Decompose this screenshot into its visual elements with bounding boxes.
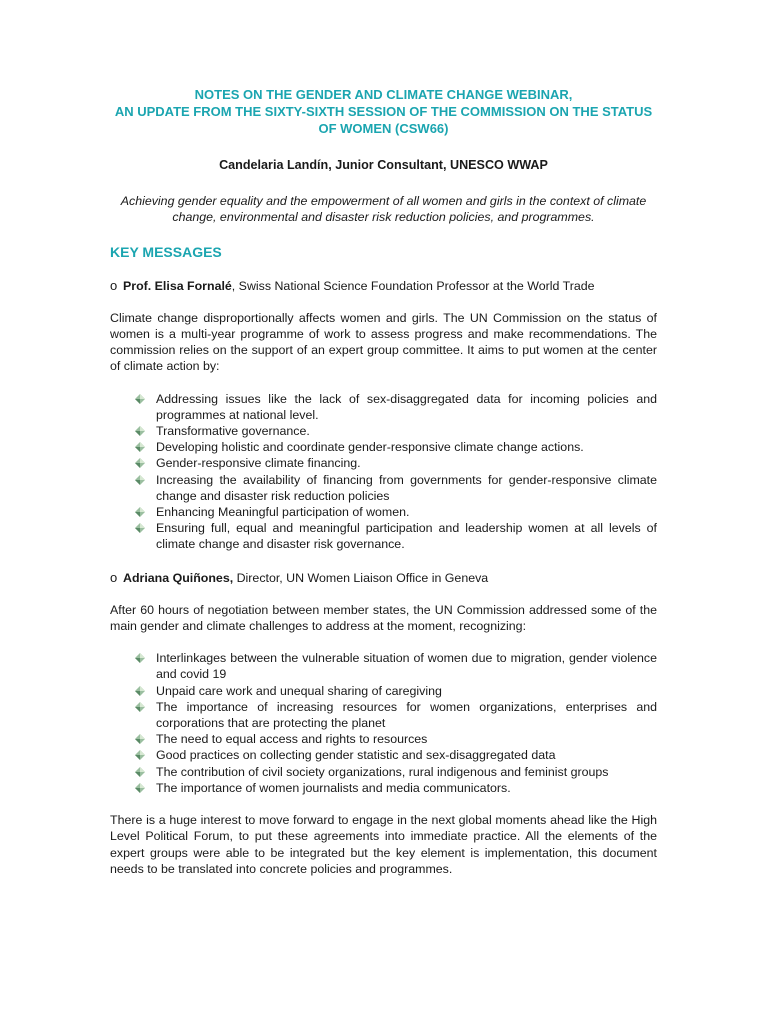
- speaker-2-line: [110, 570, 657, 586]
- list-item-text: The contribution of civil society organizations, rural indigenous and feminist groups: [156, 764, 609, 779]
- diamond-bullet-icon: [135, 767, 145, 777]
- list-item: [156, 520, 657, 552]
- list-item: [156, 764, 657, 780]
- list-item-text: The need to equal access and rights to resources: [156, 732, 428, 747]
- list-item-text: Ensuring full, equal and meaningful participation and leadership women at all levels of climate change and disaster risk governance.: [156, 521, 657, 552]
- list-item-text: Good practices on collecting gender statistic and sex-disaggregated data: [156, 748, 556, 763]
- list-item: [156, 683, 657, 699]
- diamond-bullet-icon: [135, 394, 145, 404]
- title-line-3: OF WOMEN (CSW66): [318, 121, 449, 136]
- diamond-bullet-icon: [135, 458, 145, 468]
- list-item: [156, 423, 657, 439]
- speaker-2-paragraph: After 60 hours of negotiation between member states, the UN Commission addressed some of the main gender and climate challenges to address at the moment, recognizing:: [110, 602, 657, 634]
- diamond-bullet-icon: [135, 507, 145, 517]
- lead-paragraph: Achieving gender equality and the empowerment of all women and girls in the context of climate change, environmental and disaster risk reduction policies, and programmes.: [120, 194, 647, 225]
- list-item: [156, 699, 657, 731]
- title-line-1: NOTES ON THE GENDER AND CLIMATE CHANGE WEBINAR,: [194, 87, 573, 102]
- list-item: [156, 472, 657, 504]
- speaker-marker: o: [110, 569, 118, 585]
- diamond-bullet-icon: [135, 523, 145, 533]
- list-item-text: Transformative governance.: [156, 424, 310, 439]
- diamond-bullet-icon: [135, 702, 145, 712]
- key-messages-heading: KEY MESSAGES: [110, 243, 222, 260]
- list-item-text: The importance of women journalists and media communicators.: [156, 780, 511, 795]
- speaker-1-name: Prof. Elisa Fornalé: [123, 278, 232, 293]
- diamond-bullet-icon: [135, 783, 145, 793]
- speaker-1-list: [110, 391, 657, 553]
- diamond-bullet-icon: [135, 750, 145, 760]
- diamond-bullet-icon: [135, 426, 145, 436]
- speaker-2-role: Director, UN Women Liaison Office in Geneva: [233, 570, 489, 585]
- diamond-bullet-icon: [135, 686, 145, 696]
- speaker-1-role: , Swiss National Science Foundation Professor at the World Trade: [231, 278, 595, 293]
- list-item: [156, 504, 657, 520]
- speaker-2-name: Adriana Quiñones,: [123, 570, 234, 585]
- author-byline: Candelaria Landín, Junior Consultant, UNESCO WWAP: [219, 158, 548, 172]
- list-item: [156, 780, 657, 796]
- list-item-text: Increasing the availability of financing from governments for gender-responsive climate change and disaster risk reduction policies: [156, 472, 657, 503]
- speaker-1-line: [110, 278, 657, 294]
- list-item-text: Enhancing Meaningful participation of women.: [156, 505, 410, 520]
- list-item-text: Unpaid care work and unequal sharing of caregiving: [156, 683, 442, 698]
- speaker-2-list: [110, 650, 657, 796]
- list-item: [156, 439, 657, 455]
- document-title: [110, 86, 657, 137]
- diamond-bullet-icon: [135, 653, 145, 663]
- document-page: [110, 86, 657, 877]
- diamond-bullet-icon: [135, 475, 145, 485]
- list-item: [156, 747, 657, 763]
- speaker-1-paragraph: Climate change disproportionally affects women and girls. The UN Commission on the status of women is a multi-year programme of work to assess progress and make recommendations. The commission relies on the support of an expert group committee. It aims to put women at the center of climate action by:: [110, 310, 657, 374]
- list-item-text: The importance of increasing resources for women organizations, enterprises and corporations that are protecting the planet: [156, 699, 657, 731]
- closing-paragraph: There is a huge interest to move forward to engage in the next global moments ahead like the High Level Political Forum, to put these agreements into immediate practice. All the elements of the expert groups were able to be integrated but the key element is implementation, this document needs to be translated into concrete policies and programmes.: [110, 813, 657, 876]
- diamond-bullet-icon: [135, 442, 145, 452]
- list-item-text: Developing holistic and coordinate gender-responsive climate change actions.: [156, 440, 584, 455]
- list-item: [156, 650, 657, 682]
- list-item-text: Interlinkages between the vulnerable situation of women due to migration, gender violence and covid 19: [156, 651, 657, 682]
- title-line-2: AN UPDATE FROM THE SIXTY-SIXTH SESSION OF THE COMMISSION ON THE STATUS: [114, 104, 653, 119]
- list-item: [156, 455, 657, 471]
- speaker-marker: o: [110, 277, 118, 293]
- list-item-text: Addressing issues like the lack of sex-disaggregated data for incoming policies and programmes at national level.: [156, 391, 657, 422]
- list-item: [156, 731, 657, 747]
- list-item: [156, 391, 657, 423]
- diamond-bullet-icon: [135, 734, 145, 744]
- list-item-text: Gender-responsive climate financing.: [156, 456, 361, 471]
